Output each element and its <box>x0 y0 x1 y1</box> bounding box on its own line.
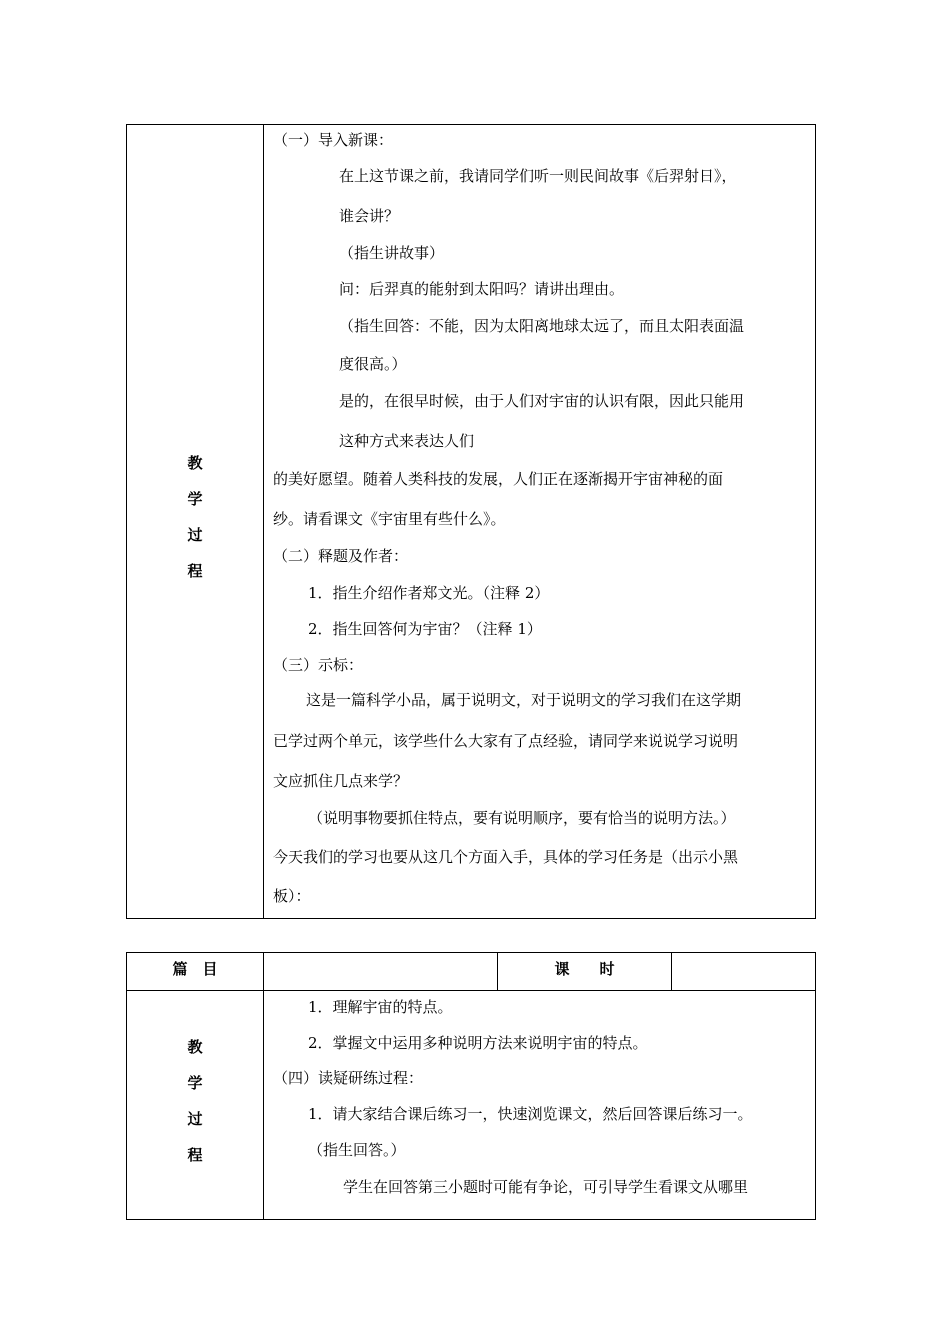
body-line: 已学过两个单元，该学些什么大家有了点经验，请同学来说说学习说明 <box>273 732 739 750</box>
body-line: 在上这节课之前，我请同学们听一则民间故事《后羿射日》， <box>339 167 737 185</box>
side-label-char: 学 <box>187 1074 203 1092</box>
body-line: 板）： <box>273 887 311 905</box>
section-heading: （一）导入新课： <box>273 131 394 149</box>
body-line: 纱。请看课文《宇宙里有些什么》。 <box>273 510 506 528</box>
title-label: 篇 目 <box>172 960 218 978</box>
side-label-char: 教 <box>187 454 203 472</box>
list-item: 1．请大家结合课后练习一，快速浏览课文，然后回答课后练习一。 <box>308 1105 753 1123</box>
body-line: 的美好愿望。随着人类科技的发展，人们正在逐渐揭开宇宙神秘的面 <box>273 470 724 488</box>
header-divider-period <box>671 953 672 990</box>
side-label-char: 过 <box>187 526 203 544</box>
body-line: 是的，在很早时候，由于人们对宇宙的认识有限，因此只能用 <box>339 392 745 410</box>
section-heading: （二）释题及作者： <box>273 547 409 565</box>
lesson-table-1 <box>126 124 816 919</box>
body-line: 学生在回答第三小题时可能有争论，可引导学生看课文从哪里 <box>343 1178 749 1196</box>
list-item: 2．指生回答何为宇宙？（注释 1） <box>308 620 542 638</box>
header-divider <box>127 990 815 991</box>
body-line: （说明事物要抓住特点，要有说明顺序，要有恰当的说明方法。） <box>308 809 736 827</box>
column-divider <box>263 125 264 918</box>
side-label-teaching-process <box>127 1029 263 1173</box>
body-line: 文应抓住几点来学？ <box>273 772 409 790</box>
side-label-char: 程 <box>187 1146 203 1164</box>
side-label-char: 过 <box>187 1110 203 1128</box>
list-item: 1．指生介绍作者郑文光。（注释 2） <box>308 584 550 602</box>
body-line: （指生回答。） <box>308 1141 406 1159</box>
body-line: 谁会讲？ <box>339 207 400 225</box>
body-line: 今天我们的学习也要从这几个方面入手，具体的学习任务是（出示小黑 <box>273 848 739 866</box>
side-label-teaching-process <box>127 445 263 589</box>
section-heading: （三）示标： <box>273 656 364 674</box>
side-label-char: 教 <box>187 1038 203 1056</box>
side-label-char: 学 <box>187 490 203 508</box>
section-heading: （四）读疑研练过程： <box>273 1069 424 1087</box>
body-line: 问：后羿真的能射到太阳吗？请讲出理由。 <box>339 280 625 298</box>
period-label: 课 时 <box>554 960 615 978</box>
side-label-char: 程 <box>187 562 203 580</box>
body-line: （指生回答：不能，因为太阳离地球太远了，而且太阳表面温 <box>339 317 745 335</box>
body-line: 这种方式来表达人们 <box>339 432 475 450</box>
list-item: 2．掌握文中运用多种说明方法来说明宇宙的特点。 <box>308 1034 648 1052</box>
column-divider <box>263 953 264 1219</box>
body-line: （指生讲故事） <box>339 244 445 262</box>
body-line: 度很高。） <box>339 355 407 373</box>
list-item: 1．理解宇宙的特点。 <box>308 998 453 1016</box>
lesson-table-2 <box>126 952 816 1220</box>
body-line: 这是一篇科学小品，属于说明文，对于说明文的学习我们在这学期 <box>306 691 742 709</box>
